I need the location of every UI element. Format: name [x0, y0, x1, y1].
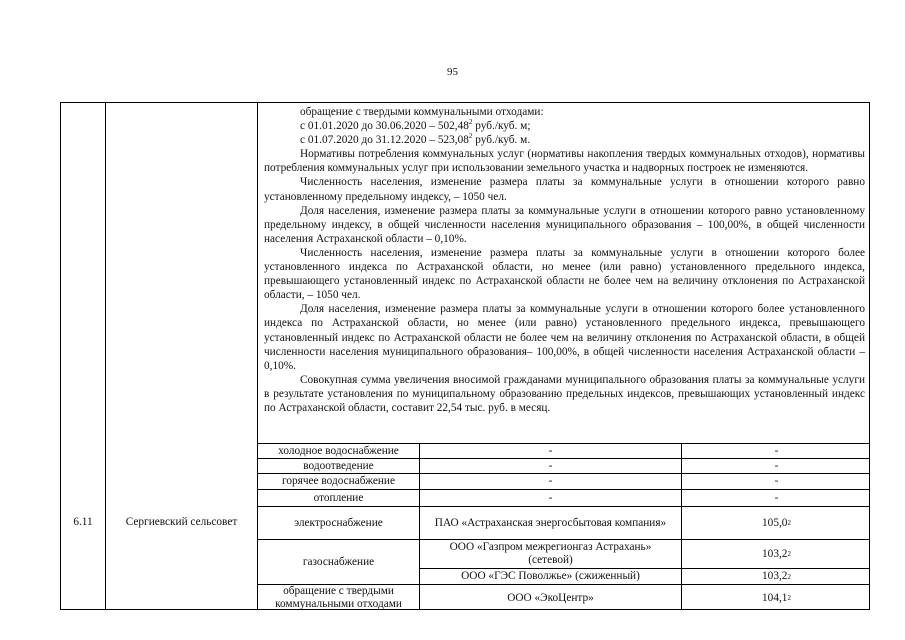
row-number: 6.11 [73, 515, 93, 528]
index-value: - [774, 475, 779, 487]
provider-name: - [548, 459, 553, 472]
paragraph: Доля населения, изменение размера платы за коммунальные услуги в отношении которого более установленного индекса по Астраханской области, но менее (или равно) установленного предельного индекса, превышающего установленный индекс по Астраханской области не более чем на величину отклонения по Астраханской области, в общей численности населения муниципального образования– 100,00%, в общей численности населения Астраханской области – 0,10%. [264, 303, 865, 372]
provider-name: ООО «ЭкоЦентр» [507, 591, 594, 604]
provider-name: ООО «ГЭС Поволжье» (сжиженный) [461, 570, 640, 582]
index-value: 104,1 2 [762, 591, 791, 604]
provider-name: ООО «Газпром межрегионгаз Астрахань» (сетевой) [449, 541, 652, 566]
paragraph: Численность населения, изменение размера платы за коммунальные услуги в отношении которого равно установленному предельному индексу, – 1050 чел. [264, 176, 865, 203]
provider-name: - [548, 475, 553, 487]
service-name: электроснабжение [294, 516, 383, 529]
provider-name: - [548, 491, 553, 504]
tariff-table [60, 102, 870, 610]
paragraph: Нормативы потребления коммунальных услуг (нормативы накопления твердых коммунальных отходов), нормативы потребления коммунальных услуг при использовании земельного участка и надворных построек не изменяются. [264, 148, 865, 175]
index-value: 103,2 2 [762, 547, 791, 560]
text-line: с 01.07.2020 до 31.12.2020 – 523,08$^2$ руб./куб. м. [300, 132, 531, 147]
service-name: обращение с твердыми коммунальными отходами [275, 585, 402, 610]
provider-name: - [548, 444, 553, 457]
paragraph: Доля населения, изменение размера платы за коммунальные услуги в отношении которого равно установленному предельному индексу, в общей численности населения муниципального образования – 100,00%, в общей численности населения Астраханской области – 0,10%. [264, 204, 865, 245]
service-name: газоснабжение [302, 555, 375, 568]
text-line: с 01.01.2020 до 30.06.2020 – 502,48$^2$ руб./куб. м; [300, 118, 531, 133]
index-value: 103,2 2 [762, 570, 791, 582]
service-name: водоотведение [303, 459, 374, 472]
paragraph: Совокупная сумма увеличения вносимой гражданами муниципального образования платы за коммунальные услуги в результате установления по муниципальному образованию предельных индексов, превышающих установленный индекс по Астраханской области, составит 22,54 тыс. руб. в месяц. [264, 373, 865, 414]
description-text [264, 105, 865, 415]
page-number: 95 [447, 66, 458, 78]
service-name: холодное водоснабжение [278, 444, 399, 457]
service-name: отопление [313, 491, 364, 504]
index-value: - [774, 444, 779, 457]
index-value: 105,0 2 [762, 516, 791, 529]
index-value: - [774, 459, 779, 472]
paragraph: Численность населения, изменение размера платы за коммунальные услуги в отношении которого более установленного индекса по Астраханской области, но менее (или равно) установленного предельного индекса, превышающего установленный индекс по Астраханской области не более чем на величину отклонения по Астраханской области, – 1050 чел. [264, 246, 865, 302]
text-line: обращение с твердыми коммунальными отходами: [300, 106, 544, 118]
service-name: горячее водоснабжение [282, 475, 395, 487]
provider-name: ПАО «Астраханская энергосбытовая компания» [434, 516, 667, 529]
municipality-name: Сергиевский сельсовет [125, 515, 238, 528]
index-value: - [774, 491, 779, 504]
